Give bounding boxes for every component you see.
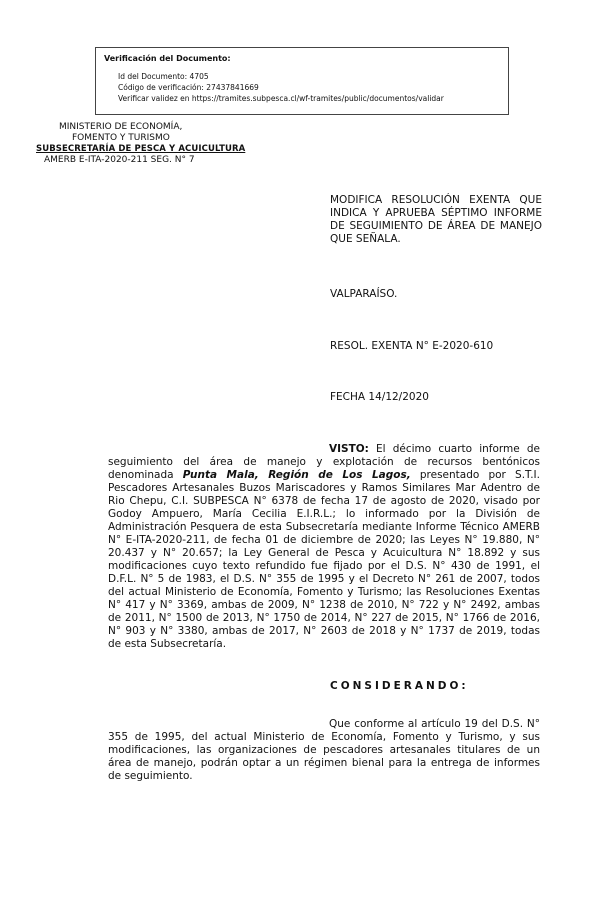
verification-url[interactable]: • Verificar validez en https://tramites.subpesca.cl/wf-tramites/public/documentos/validar: [118, 93, 500, 104]
ministry-line1: MINISTERIO DE ECONOMÍA,: [59, 122, 183, 132]
resolution-subject: MODIFICA RESOLUCIÓN EXENTA QUE INDICA Y APRUEBA SÉPTIMO INFORME DE SEGUIMIENTO DE ÁREA DE MANEJO QUE SEÑALA.: [330, 194, 542, 245]
verification-list: [104, 71, 500, 104]
considerando-paragraph: Que conforme al artículo 19 del D.S. N° 355 de 1995, del actual Ministerio de Economía, Fomento y Turismo, y sus modificaciones, las organizaciones de pescadores artesanales titulares de un área de manejo, podrán optar a un régimen bienal para la entrega de informes de seguimiento.: [108, 718, 540, 782]
city: VALPARAÍSO.: [330, 288, 398, 300]
visto-text2: presentado por S.T.I. Pescadores Artesanales Buzos Mariscadores y Ramos Similares Mar Adentro de Rio Chepu, C.I. SUBPESCA N° 6378 de fecha 17 de agosto de 2020, visado por Godoy Ampuero, María Cecilia E.I.R.L.; lo informado por la División de Administración Pesquera de esta Subsecretaría mediante Informe Técnico AMERB N° E-ITA-2020-211, de fecha 01 de diciembre de 2020; las Leyes N° 19.880, N° 20.437 y N° 20.657; la Ley General de Pesca y Acuicultura N° 18.892 y sus modificaciones cuyo texto refundido fue fijado por el D.S. N° 430 de 1991, el D.F.L. N° 5 de 1983, el D.S. N° 355 de 1995 y el Decreto N° 261 de 2007, todos del actual Ministerio de Economía, Fomento y Turismo; las Resoluciones Exentas N° 417 y N° 3369, ambas de 2009, N° 1238 de 2010, N° 722 y N° 2492, ambas de 2011, N° 1500 de 2013, N° 1750 de 2014, N° 227 de 2015, N° 1766 de 2016, N° 903 y N° 3380, ambas de 2017, N° 2603 de 2018 y N° 1737 de 2019, todas de esta Subsecretaría.: [108, 469, 540, 650]
verification-title: Verificación del Documento:: [104, 54, 231, 63]
ministry-line2: FOMENTO Y TURISMO: [72, 133, 170, 143]
resolution-number: RESOL. EXENTA N° E-2020-610: [330, 340, 494, 352]
verification-box: [95, 47, 509, 115]
reference-number: AMERB E-ITA-2020-211 SEG. N° 7: [44, 155, 195, 165]
visto-place: Punta Mala, Región de Los Lagos,: [182, 469, 411, 481]
resolution-date: FECHA 14/12/2020: [330, 391, 429, 403]
visto-text1: El décimo cuarto informe de seguimiento del área de manejo y explotación de recursos bentónicos denominada: [108, 443, 540, 481]
considerando-title: CONSIDERANDO:: [330, 680, 469, 692]
visto-paragraph: [108, 443, 540, 651]
subsecretaria: SUBSECRETARÍA DE PESCA Y ACUICULTURA: [36, 144, 246, 154]
letterhead: [36, 122, 245, 166]
visto-label: VISTO:: [329, 443, 369, 455]
verification-code: • Código de verificación: 27437841669: [118, 82, 500, 93]
verification-id: • Id del Documento: 4705: [118, 71, 500, 82]
